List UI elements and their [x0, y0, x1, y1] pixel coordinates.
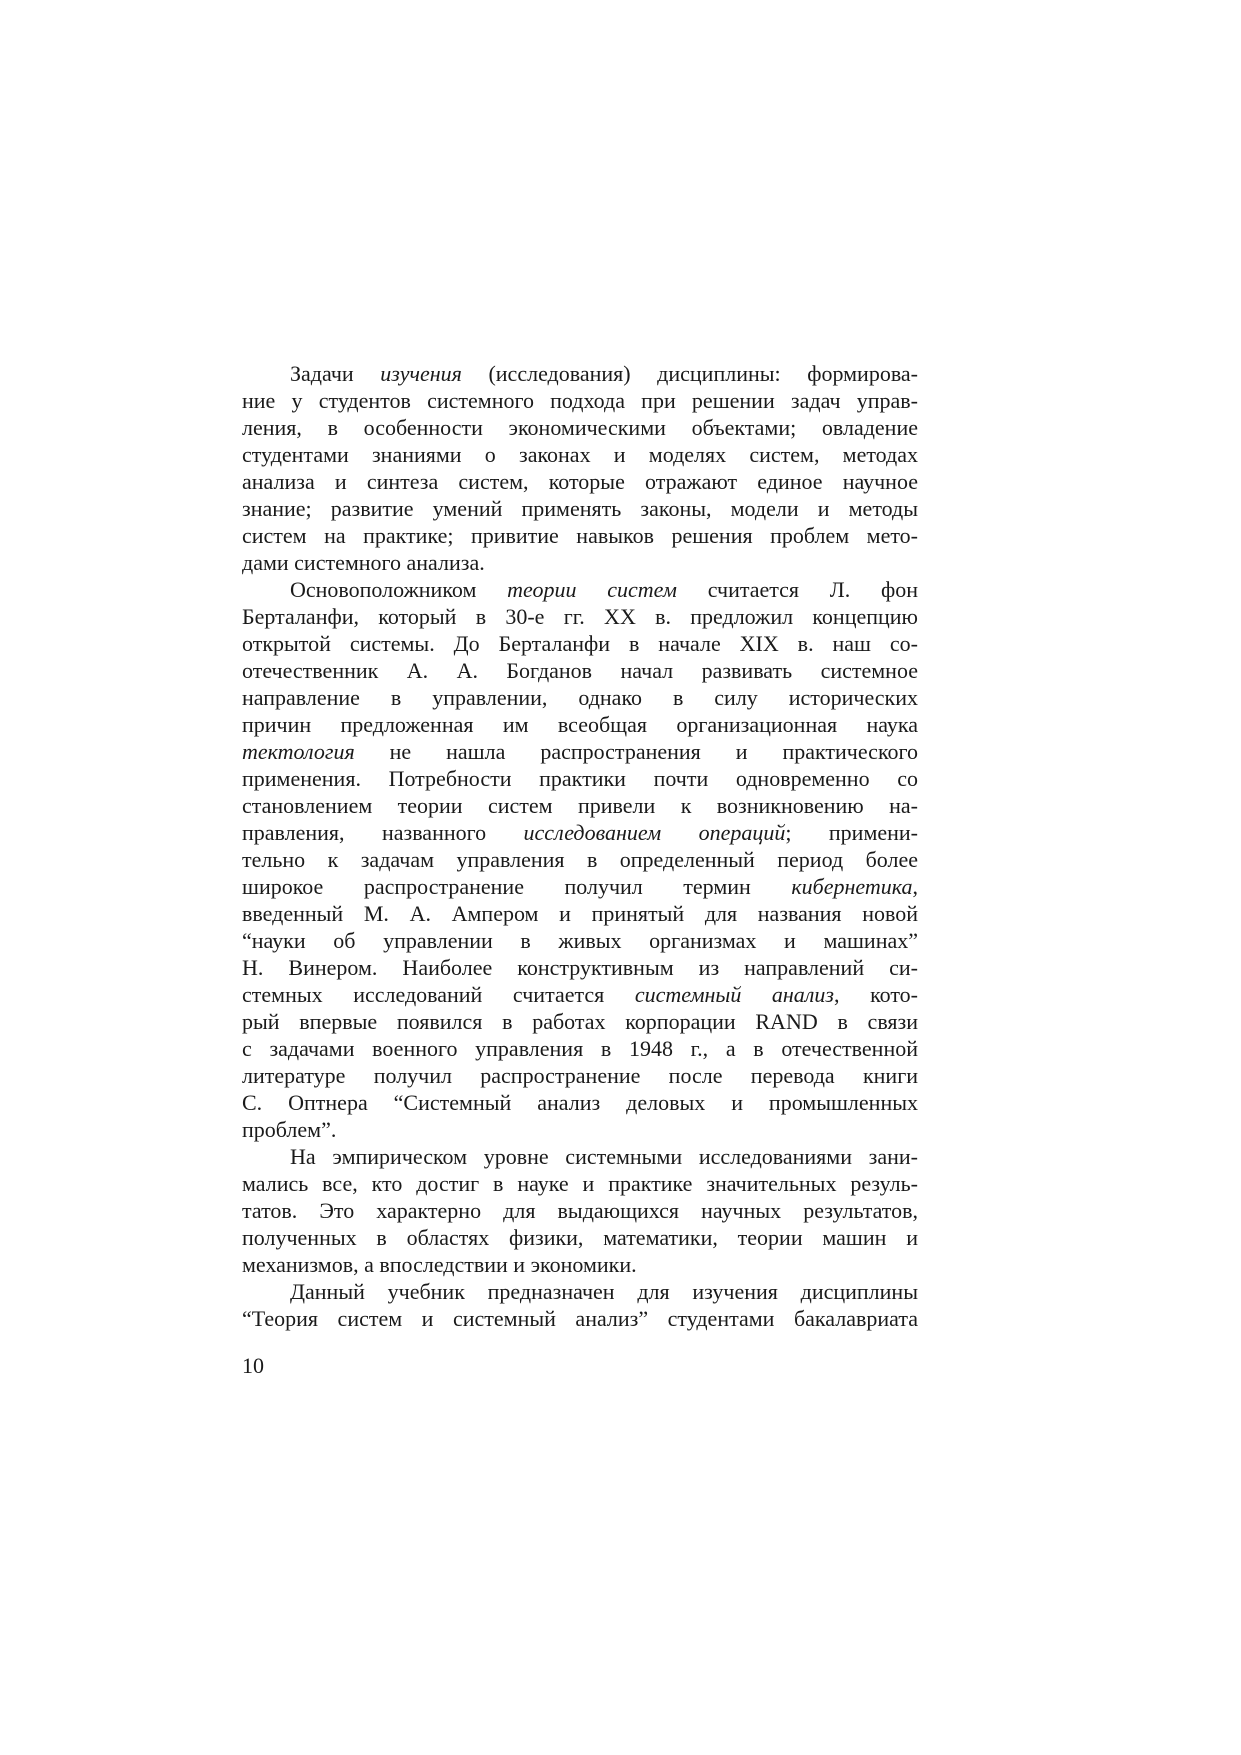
text-line [242, 954, 918, 981]
text-line [242, 387, 918, 414]
text-run: отечественник А. А. Богданов начал развивать системное [242, 658, 918, 683]
text-run: анализа и синтеза систем, которые отражают единое научное [242, 469, 918, 494]
text-run: тельно к задачам управления в определенный период более [242, 847, 918, 872]
text-line [242, 1035, 918, 1062]
italic-term: тектология [242, 739, 355, 764]
text-line [242, 630, 918, 657]
text-run: полученных в областях физики, математики, теории машин и [242, 1225, 918, 1250]
text-run: причин предложенная им всеобщая организационная наука [242, 712, 918, 737]
text-line [242, 1062, 918, 1089]
text-run: становлением теории систем привели к возникновению на- [242, 793, 918, 818]
text-line [242, 1089, 918, 1116]
text-run: (исследования) дисциплины: формирова- [461, 361, 919, 386]
text-line [242, 1170, 918, 1197]
text-run: дами системного анализа. [242, 550, 485, 575]
text-line [242, 873, 918, 900]
text-run: , [912, 874, 918, 899]
paragraph [242, 1278, 918, 1332]
text-line [242, 981, 918, 1008]
text-line [242, 1224, 918, 1251]
text-line [242, 819, 918, 846]
text-line [242, 657, 918, 684]
text-line [242, 1305, 918, 1332]
text-run: систем на практике; привитие навыков решения проблем мето- [242, 523, 918, 548]
text-line [242, 414, 918, 441]
text-run: стемных исследований считается [242, 982, 635, 1007]
paragraph [242, 360, 918, 576]
text-run: с задачами военного управления в 1948 г., а в отечественной [242, 1036, 918, 1061]
text-line [242, 900, 918, 927]
text-run: Задачи [290, 361, 381, 386]
body-text [242, 360, 918, 1332]
text-run: открытой системы. До Берталанфи в начале XIX в. наш со- [242, 631, 918, 656]
text-line [242, 603, 918, 630]
text-line [242, 1008, 918, 1035]
text-run: , кото- [833, 982, 918, 1007]
text-run: На эмпирическом уровне системными исследованиями зани- [290, 1144, 918, 1169]
text-run: Основоположником [290, 577, 508, 602]
text-run: проблем”. [242, 1117, 337, 1142]
text-line [242, 576, 918, 603]
text-run: ления, в особенности экономическими объектами; овладение [242, 415, 918, 440]
paragraph [242, 1143, 918, 1278]
text-line [242, 684, 918, 711]
text-run: Данный учебник предназначен для изучения дисциплины [290, 1279, 918, 1304]
text-run: механизмов, а впоследствии и экономики. [242, 1252, 637, 1277]
text-line [242, 495, 918, 522]
italic-term: изучения [380, 361, 462, 386]
text-line [242, 927, 918, 954]
italic-term: теории систем [507, 577, 677, 602]
text-line [242, 765, 918, 792]
text-line [242, 1278, 918, 1305]
text-line [242, 1143, 918, 1170]
text-run: студентами знаниями о законах и моделях систем, методах [242, 442, 918, 467]
page-number: 10 [242, 1353, 264, 1378]
text-line [242, 738, 918, 765]
text-run: Н. Винером. Наиболее конструктивным из направлений си- [242, 955, 918, 980]
italic-term: кибернетика [791, 874, 913, 899]
text-run: рый впервые появился в работах корпорации RAND в связи [242, 1009, 918, 1034]
paragraph [242, 576, 918, 1143]
text-line [242, 441, 918, 468]
text-line [242, 468, 918, 495]
text-run: татов. Это характерно для выдающихся научных результатов, [242, 1198, 918, 1223]
italic-term: исследованием операций [523, 820, 786, 845]
text-run: ние у студентов системного подхода при решении задач управ- [242, 388, 918, 413]
text-run: знание; развитие умений применять законы, модели и методы [242, 496, 918, 521]
text-run: “Теория систем и системный анализ” студентами бакалавриата [242, 1306, 918, 1331]
text-line [242, 522, 918, 549]
text-line [242, 1116, 918, 1143]
text-run: правления, названного [242, 820, 524, 845]
text-run: Берталанфи, который в 30-е гг. XX в. предложил концепцию [242, 604, 918, 629]
text-run: введенный М. А. Ампером и принятый для названия новой [242, 901, 918, 926]
text-run: применения. Потребности практики почти одновременно со [242, 766, 918, 791]
italic-term: системный анализ [634, 982, 834, 1007]
text-run: ; примени- [785, 820, 918, 845]
text-line [242, 360, 918, 387]
text-line [242, 846, 918, 873]
text-line [242, 549, 918, 576]
text-run: не нашла распространения и практического [354, 739, 918, 764]
text-run: направление в управлении, однако в силу исторических [242, 685, 918, 710]
text-line [242, 1197, 918, 1224]
text-run: мались все, кто достиг в науке и практике значительных резуль- [242, 1171, 918, 1196]
text-line [242, 792, 918, 819]
text-line [242, 1251, 918, 1278]
text-run: литературе получил распространение после перевода книги [242, 1063, 918, 1088]
text-run: “науки об управлении в живых организмах и машинах” [242, 928, 918, 953]
text-run: считается Л. фон [676, 577, 918, 602]
text-run: С. Оптнера “Системный анализ деловых и промышленных [242, 1090, 918, 1115]
text-run: широкое распространение получил термин [242, 874, 792, 899]
text-line [242, 711, 918, 738]
